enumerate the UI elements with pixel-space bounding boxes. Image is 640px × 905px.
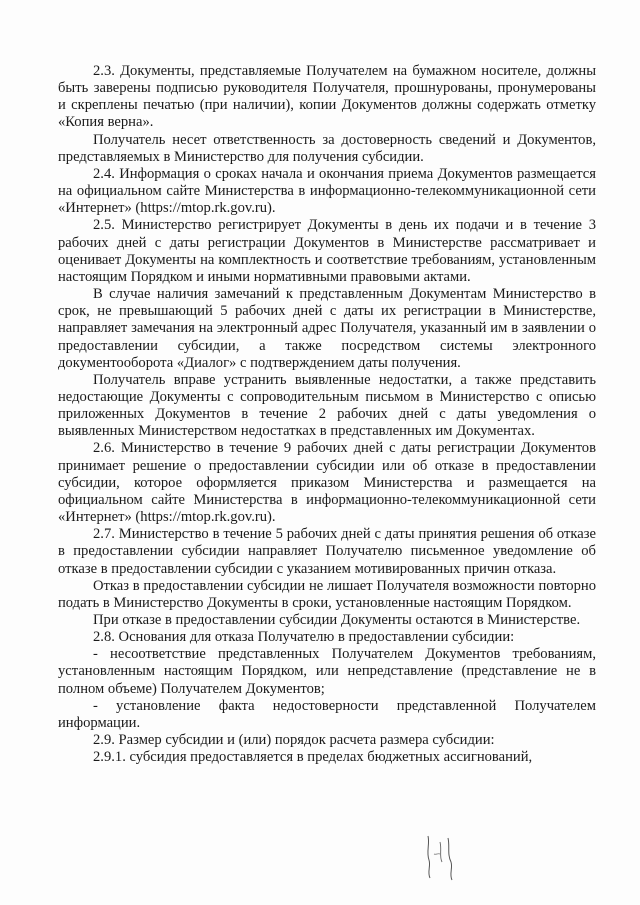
paragraph-2-9-1: 2.9.1. субсидия предоставляется в пределах бюджетных ассигнований, bbox=[93, 749, 533, 766]
list-item-inaccuracy: - установление факта недостоверности представленной Получателем информации. bbox=[58, 697, 596, 731]
paragraph-2-9: 2.9. Размер субсидии и (или) порядок расчета размера субсидии: bbox=[93, 732, 495, 749]
paragraph-remarks: В случае наличия замечаний к представленным Документам Министерство в срок, не превышающий 5 рабочих дней с даты их регистрации в Министерстве, направляет замечания на электронный адрес Получателя, указанный им в заявлении о предоставлении субсидии, а также посредством системы электронного документооборота «Диалог» с подтверждением даты получения. bbox=[58, 286, 596, 371]
paragraph-corrections: Получатель вправе устранить выявленные недостатки, а также представить недостающие Документы с сопроводительным письмом в Министерство с описью приложенных Документов в течение 2 рабочих дней с даты уведомления о выявленных Министерством недостатках в представленных им Документах. bbox=[58, 371, 596, 440]
paragraph-2-6: 2.6. Министерство в течение 9 рабочих дней с даты регистрации Документов принимает решение о предоставлении субсидии или об отказе в предоставлении субсидии, которое оформляется приказом Министерства и размещается на официальном сайте Министерства в информационно-телекоммуникационной сети «Интернет» (https://mtop.rk.gov.ru). bbox=[58, 440, 596, 526]
paragraph-responsibility: Получатель несет ответственность за достоверность сведений и Документов, представляемых в Министерство для получения субсидии. bbox=[58, 131, 596, 165]
paragraph-2-5: 2.5. Министерство регистрирует Документы в день их подачи и в течение 3 рабочих дней с даты регистрации Документов в Министерстве рассматривает и оценивает Документы на комплектность и соответствие требованиям, установленным настоящим Порядком и иными нормативными правовыми актами. bbox=[58, 217, 596, 285]
paragraph-refusal-rights: Отказ в предоставлении субсидии не лишает Получателя возможности повторно подать в Министерство Документы в сроки, установленные настоящим Порядком. bbox=[58, 577, 596, 611]
paragraph-2-3: 2.3. Документы, представляемые Получателем на бумажном носителе, должны быть заверены подписью руководителя Получателя, прошнурованы, пронумерованы и скреплены печатью (при наличии), копии Документов должны содержать отметку «Копия верна». bbox=[58, 63, 596, 131]
document-body bbox=[58, 63, 596, 766]
paragraph-2-8: 2.8. Основания для отказа Получателю в предоставлении субсидии: bbox=[93, 629, 515, 646]
handwritten-mark-icon bbox=[420, 832, 460, 882]
paragraph-2-4: 2.4. Информация о сроках начала и окончания приема Документов размещается на официальном сайте Министерства в информационно-телекоммуникационной сети «Интернет» (https://mtop.rk.gov.ru). bbox=[58, 165, 596, 217]
paragraph-refusal-documents: При отказе в предоставлении субсидии Документы остаются в Министерстве. bbox=[93, 612, 581, 628]
list-item-noncompliance: - несоответствие представленных Получателем Документов требованиям, установленным настоящим Порядком, или непредставление (представление не в полном объеме) Получателем Документов; bbox=[58, 646, 596, 697]
paragraph-2-7: 2.7. Министерство в течение 5 рабочих дней с даты принятия решения об отказе в предоставлении субсидии направляет Получателю письменное уведомление об отказе в предоставлении субсидии с указанием мотивированных причин отказа. bbox=[58, 526, 596, 577]
